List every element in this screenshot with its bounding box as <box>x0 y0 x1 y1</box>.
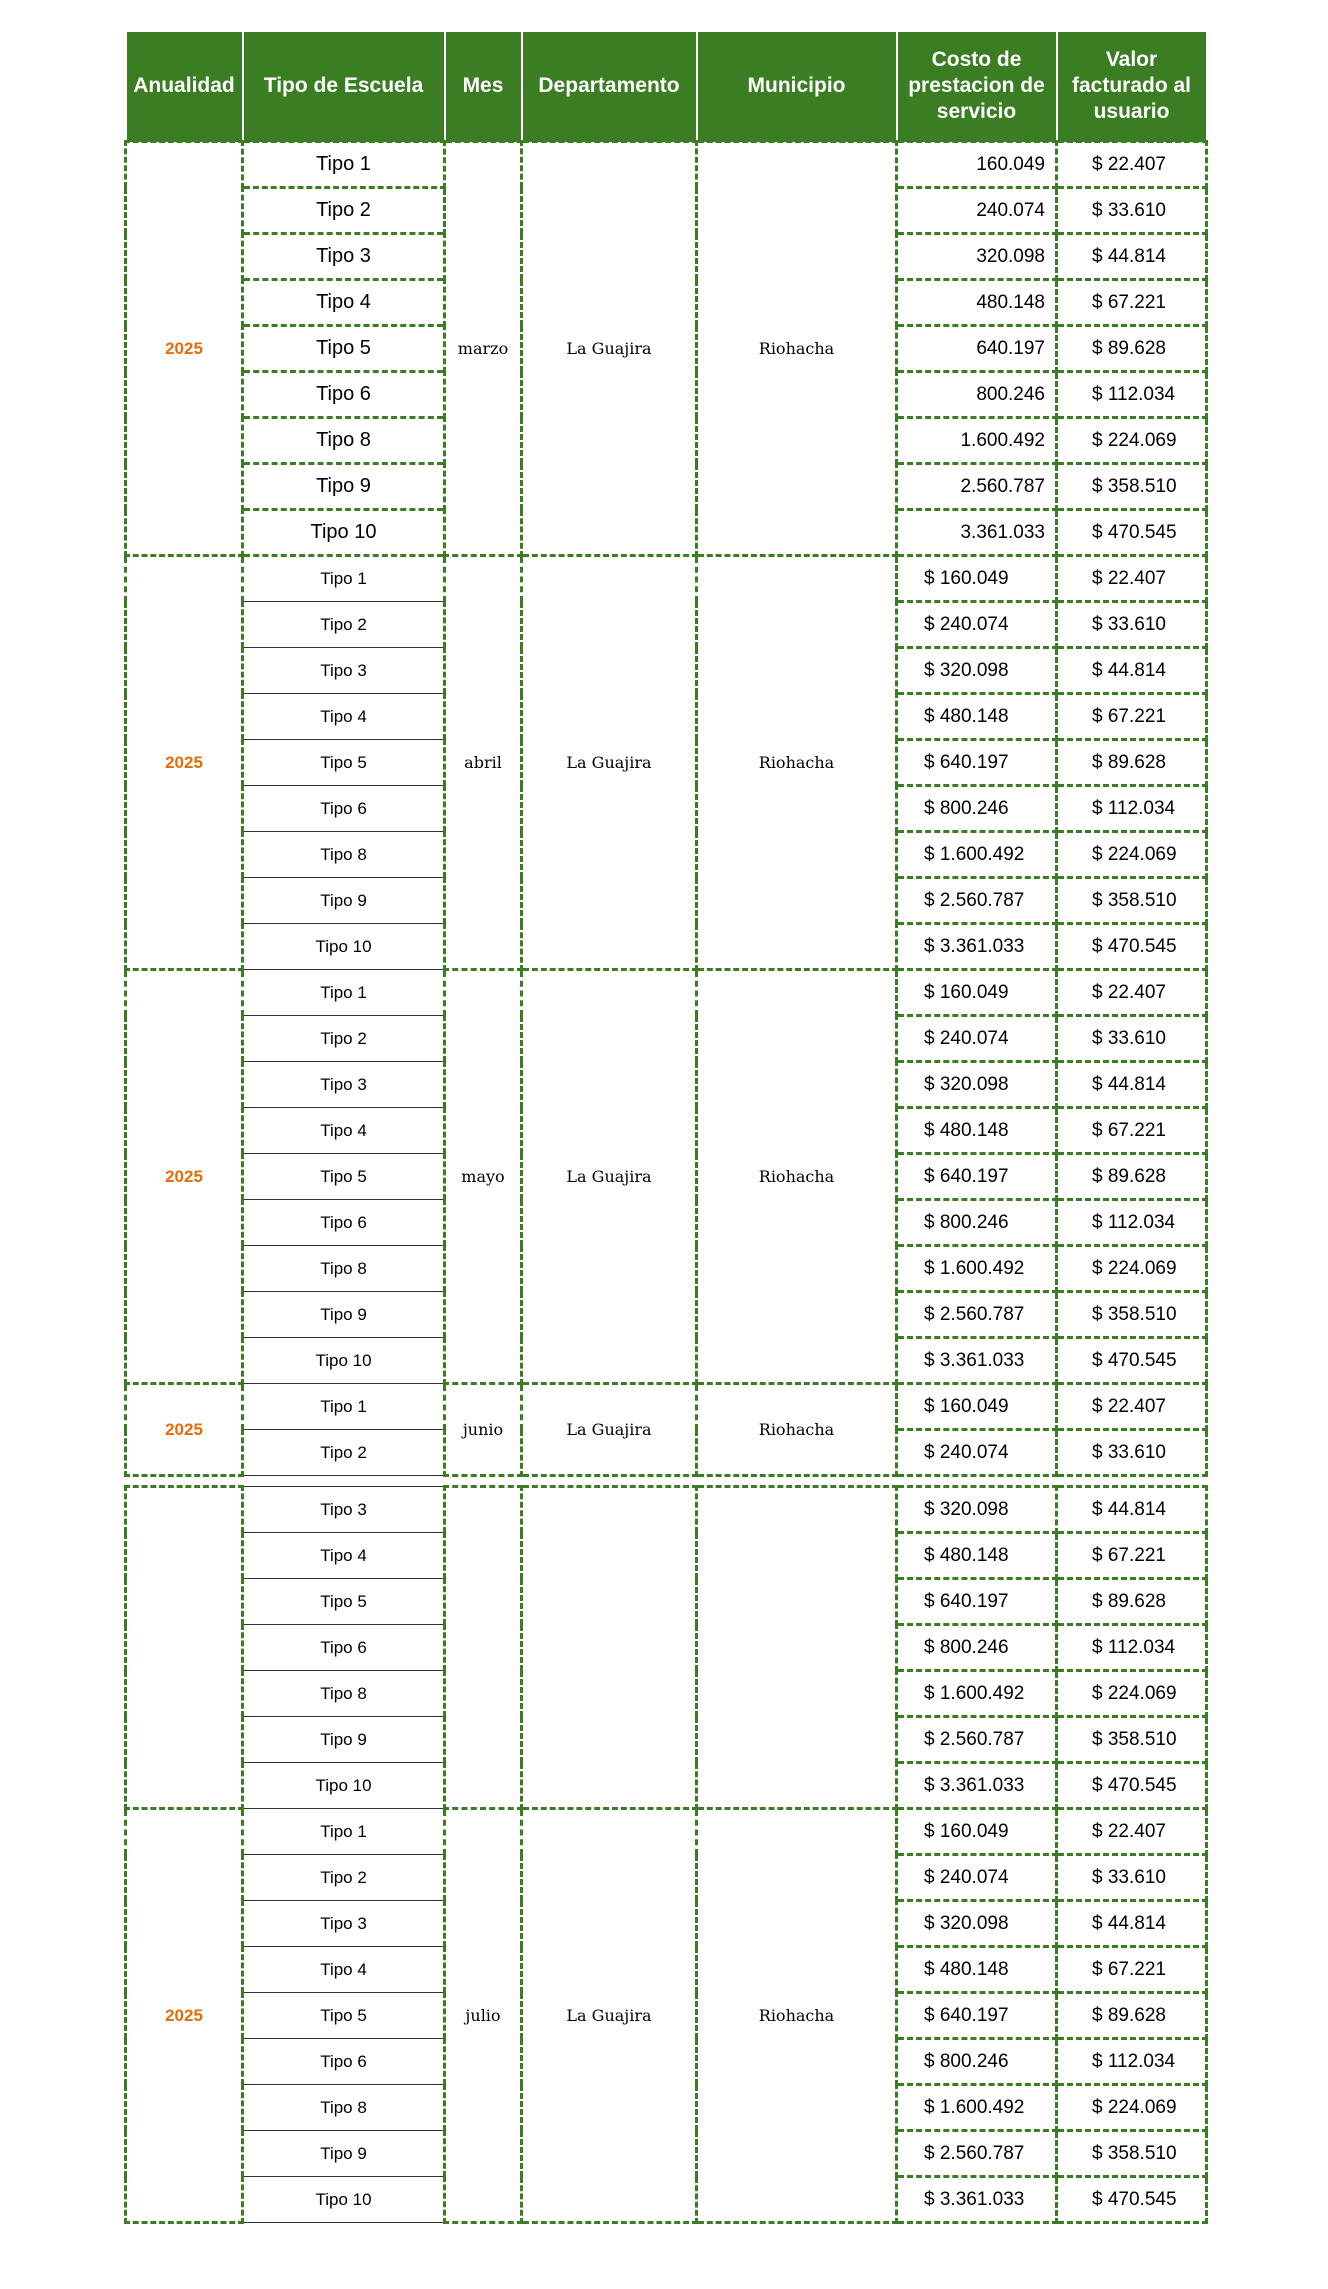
valor-cell: $ 22.407 <box>1057 1809 1207 1855</box>
tipo-escuela-cell: Tipo 1 <box>243 142 445 188</box>
valor-cell: $ 33.610 <box>1057 602 1207 648</box>
header-valor: Valor facturado al usuario <box>1057 32 1207 142</box>
tipo-escuela-cell: Tipo 8 <box>243 418 445 464</box>
valor-cell: $ 470.545 <box>1057 1763 1207 1809</box>
table-row <box>126 556 1207 602</box>
costo-cell: $ 800.246 <box>897 786 1057 832</box>
departamento-cell: La Guajira <box>522 556 697 970</box>
departamento-cell: La Guajira <box>522 1384 697 1476</box>
costo-cell: $ 1.600.492 <box>897 1671 1057 1717</box>
valor-cell: $ 470.545 <box>1057 2177 1207 2223</box>
header-mes: Mes <box>445 32 522 142</box>
valor-cell: $ 89.628 <box>1057 740 1207 786</box>
costo-cell: 480.148 <box>897 280 1057 326</box>
mes-cell: abril <box>445 556 522 970</box>
table-body <box>126 142 1207 2223</box>
mes-cell: mayo <box>445 970 522 1384</box>
tipo-escuela-cell: Tipo 3 <box>243 1487 445 1533</box>
tipo-escuela-cell: Tipo 9 <box>243 464 445 510</box>
tipo-escuela-cell: Tipo 6 <box>243 372 445 418</box>
costo-cell: $ 3.361.033 <box>897 1763 1057 1809</box>
costo-cell: $ 2.560.787 <box>897 1717 1057 1763</box>
header-departamento: Departamento <box>522 32 697 142</box>
costo-cell: $ 160.049 <box>897 1384 1057 1430</box>
costo-cell: $ 320.098 <box>897 1062 1057 1108</box>
tipo-escuela-cell: Tipo 2 <box>243 1430 445 1476</box>
costo-cell: 1.600.492 <box>897 418 1057 464</box>
valor-cell: $ 44.814 <box>1057 234 1207 280</box>
valor-cell: $ 44.814 <box>1057 1487 1207 1533</box>
costo-cell: $ 480.148 <box>897 694 1057 740</box>
valor-cell: $ 224.069 <box>1057 832 1207 878</box>
valor-cell: $ 224.069 <box>1057 2085 1207 2131</box>
tipo-escuela-cell: Tipo 2 <box>243 602 445 648</box>
tipo-escuela-cell: Tipo 10 <box>243 924 445 970</box>
costo-cell: $ 800.246 <box>897 1200 1057 1246</box>
costo-cell: $ 1.600.492 <box>897 2085 1057 2131</box>
costo-cell: $ 240.074 <box>897 1855 1057 1901</box>
valor-cell: $ 33.610 <box>1057 1430 1207 1476</box>
tipo-escuela-cell: Tipo 5 <box>243 1579 445 1625</box>
costo-cell: $ 320.098 <box>897 648 1057 694</box>
tipo-escuela-cell: Tipo 4 <box>243 694 445 740</box>
municipio-cell: Riohacha <box>697 970 897 1384</box>
tipo-escuela-cell: Tipo 9 <box>243 2131 445 2177</box>
costo-cell: $ 160.049 <box>897 556 1057 602</box>
valor-cell: $ 470.545 <box>1057 510 1207 556</box>
tipo-escuela-cell: Tipo 5 <box>243 1154 445 1200</box>
costo-cell: 2.560.787 <box>897 464 1057 510</box>
header-tipo-escuela: Tipo de Escuela <box>243 32 445 142</box>
valor-cell: $ 112.034 <box>1057 786 1207 832</box>
valor-cell: $ 67.221 <box>1057 1947 1207 1993</box>
tipo-escuela-cell: Tipo 3 <box>243 1901 445 1947</box>
costo-cell: $ 800.246 <box>897 1625 1057 1671</box>
tariff-table <box>124 32 1208 2224</box>
header-municipio: Municipio <box>697 32 897 142</box>
anualidad-cell: 2025 <box>126 1809 243 2223</box>
costo-cell: $ 1.600.492 <box>897 832 1057 878</box>
costo-cell: $ 1.600.492 <box>897 1246 1057 1292</box>
valor-cell: $ 67.221 <box>1057 694 1207 740</box>
valor-cell: $ 358.510 <box>1057 2131 1207 2177</box>
valor-cell: $ 67.221 <box>1057 1533 1207 1579</box>
table-row <box>126 970 1207 1016</box>
tipo-escuela-cell: Tipo 4 <box>243 1108 445 1154</box>
tipo-escuela-cell: Tipo 10 <box>243 510 445 556</box>
table-row <box>126 1809 1207 1855</box>
valor-cell: $ 44.814 <box>1057 1062 1207 1108</box>
costo-cell: $ 240.074 <box>897 1430 1057 1476</box>
valor-cell: $ 67.221 <box>1057 280 1207 326</box>
costo-cell: $ 640.197 <box>897 740 1057 786</box>
costo-cell: $ 160.049 <box>897 1809 1057 1855</box>
mes-cell: julio <box>445 1809 522 2223</box>
valor-cell: $ 89.628 <box>1057 1993 1207 2039</box>
tipo-escuela-cell: Tipo 1 <box>243 970 445 1016</box>
valor-cell: $ 224.069 <box>1057 1246 1207 1292</box>
tipo-escuela-cell: Tipo 5 <box>243 740 445 786</box>
valor-cell: $ 358.510 <box>1057 1292 1207 1338</box>
tipo-escuela-cell: Tipo 10 <box>243 2177 445 2223</box>
costo-cell: $ 2.560.787 <box>897 1292 1057 1338</box>
tipo-escuela-cell: Tipo 1 <box>243 1384 445 1430</box>
tipo-escuela-cell: Tipo 3 <box>243 648 445 694</box>
costo-cell: $ 2.560.787 <box>897 878 1057 924</box>
costo-cell: $ 320.098 <box>897 1901 1057 1947</box>
tipo-escuela-cell: Tipo 10 <box>243 1763 445 1809</box>
municipio-cell: Riohacha <box>697 556 897 970</box>
tipo-escuela-cell: Tipo 1 <box>243 556 445 602</box>
valor-cell: $ 67.221 <box>1057 1108 1207 1154</box>
costo-cell: $ 2.560.787 <box>897 2131 1057 2177</box>
costo-cell: 160.049 <box>897 142 1057 188</box>
valor-cell: $ 470.545 <box>1057 1338 1207 1384</box>
costo-cell: $ 640.197 <box>897 1993 1057 2039</box>
valor-cell: $ 112.034 <box>1057 372 1207 418</box>
valor-cell: $ 44.814 <box>1057 648 1207 694</box>
header-row <box>126 32 1207 142</box>
tipo-escuela-cell: Tipo 4 <box>243 280 445 326</box>
valor-cell: $ 224.069 <box>1057 418 1207 464</box>
valor-cell: $ 22.407 <box>1057 970 1207 1016</box>
costo-cell: $ 640.197 <box>897 1154 1057 1200</box>
table-row <box>126 1384 1207 1430</box>
departamento-cell <box>522 1487 697 1809</box>
tipo-escuela-cell: Tipo 3 <box>243 234 445 280</box>
valor-cell: $ 112.034 <box>1057 1200 1207 1246</box>
valor-cell: $ 33.610 <box>1057 1016 1207 1062</box>
tipo-escuela-cell: Tipo 2 <box>243 1016 445 1062</box>
tipo-escuela-cell: Tipo 5 <box>243 326 445 372</box>
costo-cell: $ 640.197 <box>897 1579 1057 1625</box>
tipo-escuela-cell: Tipo 10 <box>243 1338 445 1384</box>
tipo-escuela-cell: Tipo 4 <box>243 1947 445 1993</box>
valor-cell: $ 33.610 <box>1057 188 1207 234</box>
tipo-escuela-cell: Tipo 1 <box>243 1809 445 1855</box>
costo-cell: $ 240.074 <box>897 1016 1057 1062</box>
costo-cell: 240.074 <box>897 188 1057 234</box>
tipo-escuela-cell: Tipo 6 <box>243 1200 445 1246</box>
tipo-escuela-cell: Tipo 9 <box>243 1292 445 1338</box>
valor-cell: $ 22.407 <box>1057 556 1207 602</box>
valor-cell: $ 358.510 <box>1057 464 1207 510</box>
tipo-escuela-cell: Tipo 8 <box>243 2085 445 2131</box>
tipo-escuela-cell: Tipo 3 <box>243 1062 445 1108</box>
tipo-escuela-cell: Tipo 8 <box>243 832 445 878</box>
costo-cell: $ 240.074 <box>897 602 1057 648</box>
valor-cell: $ 44.814 <box>1057 1901 1207 1947</box>
valor-cell: $ 22.407 <box>1057 142 1207 188</box>
tipo-escuela-cell: Tipo 6 <box>243 786 445 832</box>
tipo-escuela-cell: Tipo 8 <box>243 1671 445 1717</box>
departamento-cell: La Guajira <box>522 1809 697 2223</box>
departamento-cell: La Guajira <box>522 142 697 556</box>
costo-cell: $ 480.148 <box>897 1533 1057 1579</box>
tipo-escuela-cell: Tipo 5 <box>243 1993 445 2039</box>
mes-cell: junio <box>445 1384 522 1476</box>
costo-cell: $ 320.098 <box>897 1487 1057 1533</box>
valor-cell: $ 358.510 <box>1057 1717 1207 1763</box>
tipo-escuela-cell: Tipo 6 <box>243 2039 445 2085</box>
anualidad-cell <box>126 1487 243 1809</box>
municipio-cell <box>697 1487 897 1809</box>
costo-cell: 640.197 <box>897 326 1057 372</box>
costo-cell: $ 3.361.033 <box>897 924 1057 970</box>
costo-cell: 800.246 <box>897 372 1057 418</box>
tipo-escuela-cell: Tipo 9 <box>243 878 445 924</box>
valor-cell: $ 33.610 <box>1057 1855 1207 1901</box>
table-row <box>126 142 1207 188</box>
valor-cell: $ 358.510 <box>1057 878 1207 924</box>
costo-cell: $ 800.246 <box>897 2039 1057 2085</box>
costo-cell: 3.361.033 <box>897 510 1057 556</box>
valor-cell: $ 89.628 <box>1057 1154 1207 1200</box>
valor-cell: $ 89.628 <box>1057 326 1207 372</box>
tariff-table-container <box>124 32 1205 2224</box>
costo-cell: $ 480.148 <box>897 1108 1057 1154</box>
anualidad-cell: 2025 <box>126 1384 243 1476</box>
anualidad-cell: 2025 <box>126 970 243 1384</box>
tipo-escuela-cell: Tipo 6 <box>243 1625 445 1671</box>
valor-cell: $ 89.628 <box>1057 1579 1207 1625</box>
header-costo: Costo de prestacion de servicio <box>897 32 1057 142</box>
municipio-cell: Riohacha <box>697 1809 897 2223</box>
costo-cell: $ 480.148 <box>897 1947 1057 1993</box>
anualidad-cell: 2025 <box>126 556 243 970</box>
departamento-cell: La Guajira <box>522 970 697 1384</box>
tipo-escuela-cell: Tipo 2 <box>243 1855 445 1901</box>
tipo-escuela-cell: Tipo 9 <box>243 1717 445 1763</box>
table-row <box>126 1487 1207 1533</box>
valor-cell: $ 470.545 <box>1057 924 1207 970</box>
valor-cell: $ 224.069 <box>1057 1671 1207 1717</box>
tipo-escuela-cell: Tipo 2 <box>243 188 445 234</box>
costo-cell: $ 160.049 <box>897 970 1057 1016</box>
costo-cell: 320.098 <box>897 234 1057 280</box>
valor-cell: $ 22.407 <box>1057 1384 1207 1430</box>
mes-cell: marzo <box>445 142 522 556</box>
valor-cell: $ 112.034 <box>1057 1625 1207 1671</box>
municipio-cell: Riohacha <box>697 142 897 556</box>
mes-cell <box>445 1487 522 1809</box>
costo-cell: $ 3.361.033 <box>897 2177 1057 2223</box>
anualidad-cell: 2025 <box>126 142 243 556</box>
costo-cell: $ 3.361.033 <box>897 1338 1057 1384</box>
page-break-gap <box>126 1476 1207 1487</box>
tipo-escuela-cell: Tipo 8 <box>243 1246 445 1292</box>
header-anualidad: Anualidad <box>126 32 243 142</box>
municipio-cell: Riohacha <box>697 1384 897 1476</box>
tipo-escuela-cell: Tipo 4 <box>243 1533 445 1579</box>
valor-cell: $ 112.034 <box>1057 2039 1207 2085</box>
